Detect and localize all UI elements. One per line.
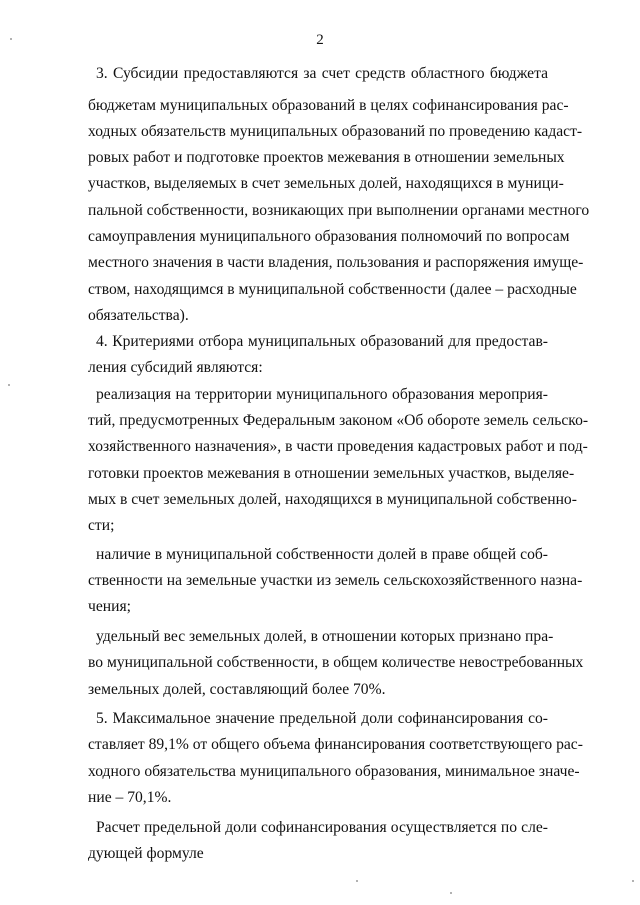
text-line: ходных обязательств муниципальных образований по проведению кадаст- — [88, 123, 583, 140]
text-line: бюджетам муниципальных образований в целях софинансирования рас- — [88, 97, 569, 114]
scan-speck — [8, 384, 10, 386]
text-line: 5. Максимальное значение предельной доли софинансирования со- — [96, 710, 548, 727]
text-line: земельных долей, составляющий более 70%. — [88, 681, 386, 698]
text-line: готовки проектов межевания в отношении земельных участков, выделяе- — [88, 465, 575, 482]
text-line: 3. Субсидии предоставляются за счет средств областного бюджета — [96, 65, 548, 82]
text-line: ровых работ и подготовке проектов межевания в отношении земельных — [88, 149, 565, 166]
text-line: реализация на территории муниципального образования мероприя- — [96, 386, 548, 403]
text-line: местного значения в части владения, пользования и распоряжения имуще- — [88, 254, 584, 271]
text-line: самоуправления муниципального образования полномочий по вопросам — [88, 228, 570, 245]
text-line: наличие в муниципальной собственности долей в праве общей соб- — [96, 546, 548, 563]
text-line: ственности на земельные участки из земель сельскохозяйственного назна- — [88, 572, 583, 589]
text-line: мых в счет земельных долей, находящихся в муниципальной собственно- — [88, 491, 577, 508]
scan-speck — [356, 880, 358, 882]
scan-speck — [632, 880, 634, 882]
text-line: во муниципальной собственности, в общем количестве невостребованных — [88, 654, 584, 671]
text-line: обязательства). — [88, 307, 189, 324]
text-line: ходного обязательства муниципального образования, минимальное значе- — [88, 763, 580, 780]
text-line: хозяйственного назначения», в части проведения кадастровых работ и под- — [88, 438, 588, 455]
text-line: 4. Критериями отбора муниципальных образований для предостав- — [96, 333, 548, 350]
text-line: чения; — [88, 598, 131, 615]
text-line: участков, выделяемых в счет земельных долей, находящихся в муници- — [88, 175, 564, 192]
text-line: пальной собственности, возникающих при выполнении органами местного — [88, 202, 590, 219]
scan-speck — [10, 38, 12, 40]
text-line: ставляет 89,1% от общего объема финансирования соответствующего рас- — [88, 736, 583, 753]
text-line: сти; — [88, 517, 115, 534]
text-line: удельный вес земельных долей, в отношении которых признано пра- — [96, 628, 554, 645]
text-line: ления субсидий являются: — [88, 359, 263, 376]
scan-speck — [450, 892, 452, 894]
text-line: ством, находящимся в муниципальной собственности (далее – расходные — [88, 281, 577, 298]
text-line: Расчет предельной доли софинансирования осуществляется по сле- — [96, 819, 548, 836]
text-line: тий, предусмотренных Федеральным законом «Об обороте земель сельско- — [88, 412, 589, 429]
text-line: дующей формуле — [88, 845, 204, 862]
text-line: ние – 70,1%. — [88, 789, 172, 806]
page-number: 2 — [316, 32, 324, 48]
